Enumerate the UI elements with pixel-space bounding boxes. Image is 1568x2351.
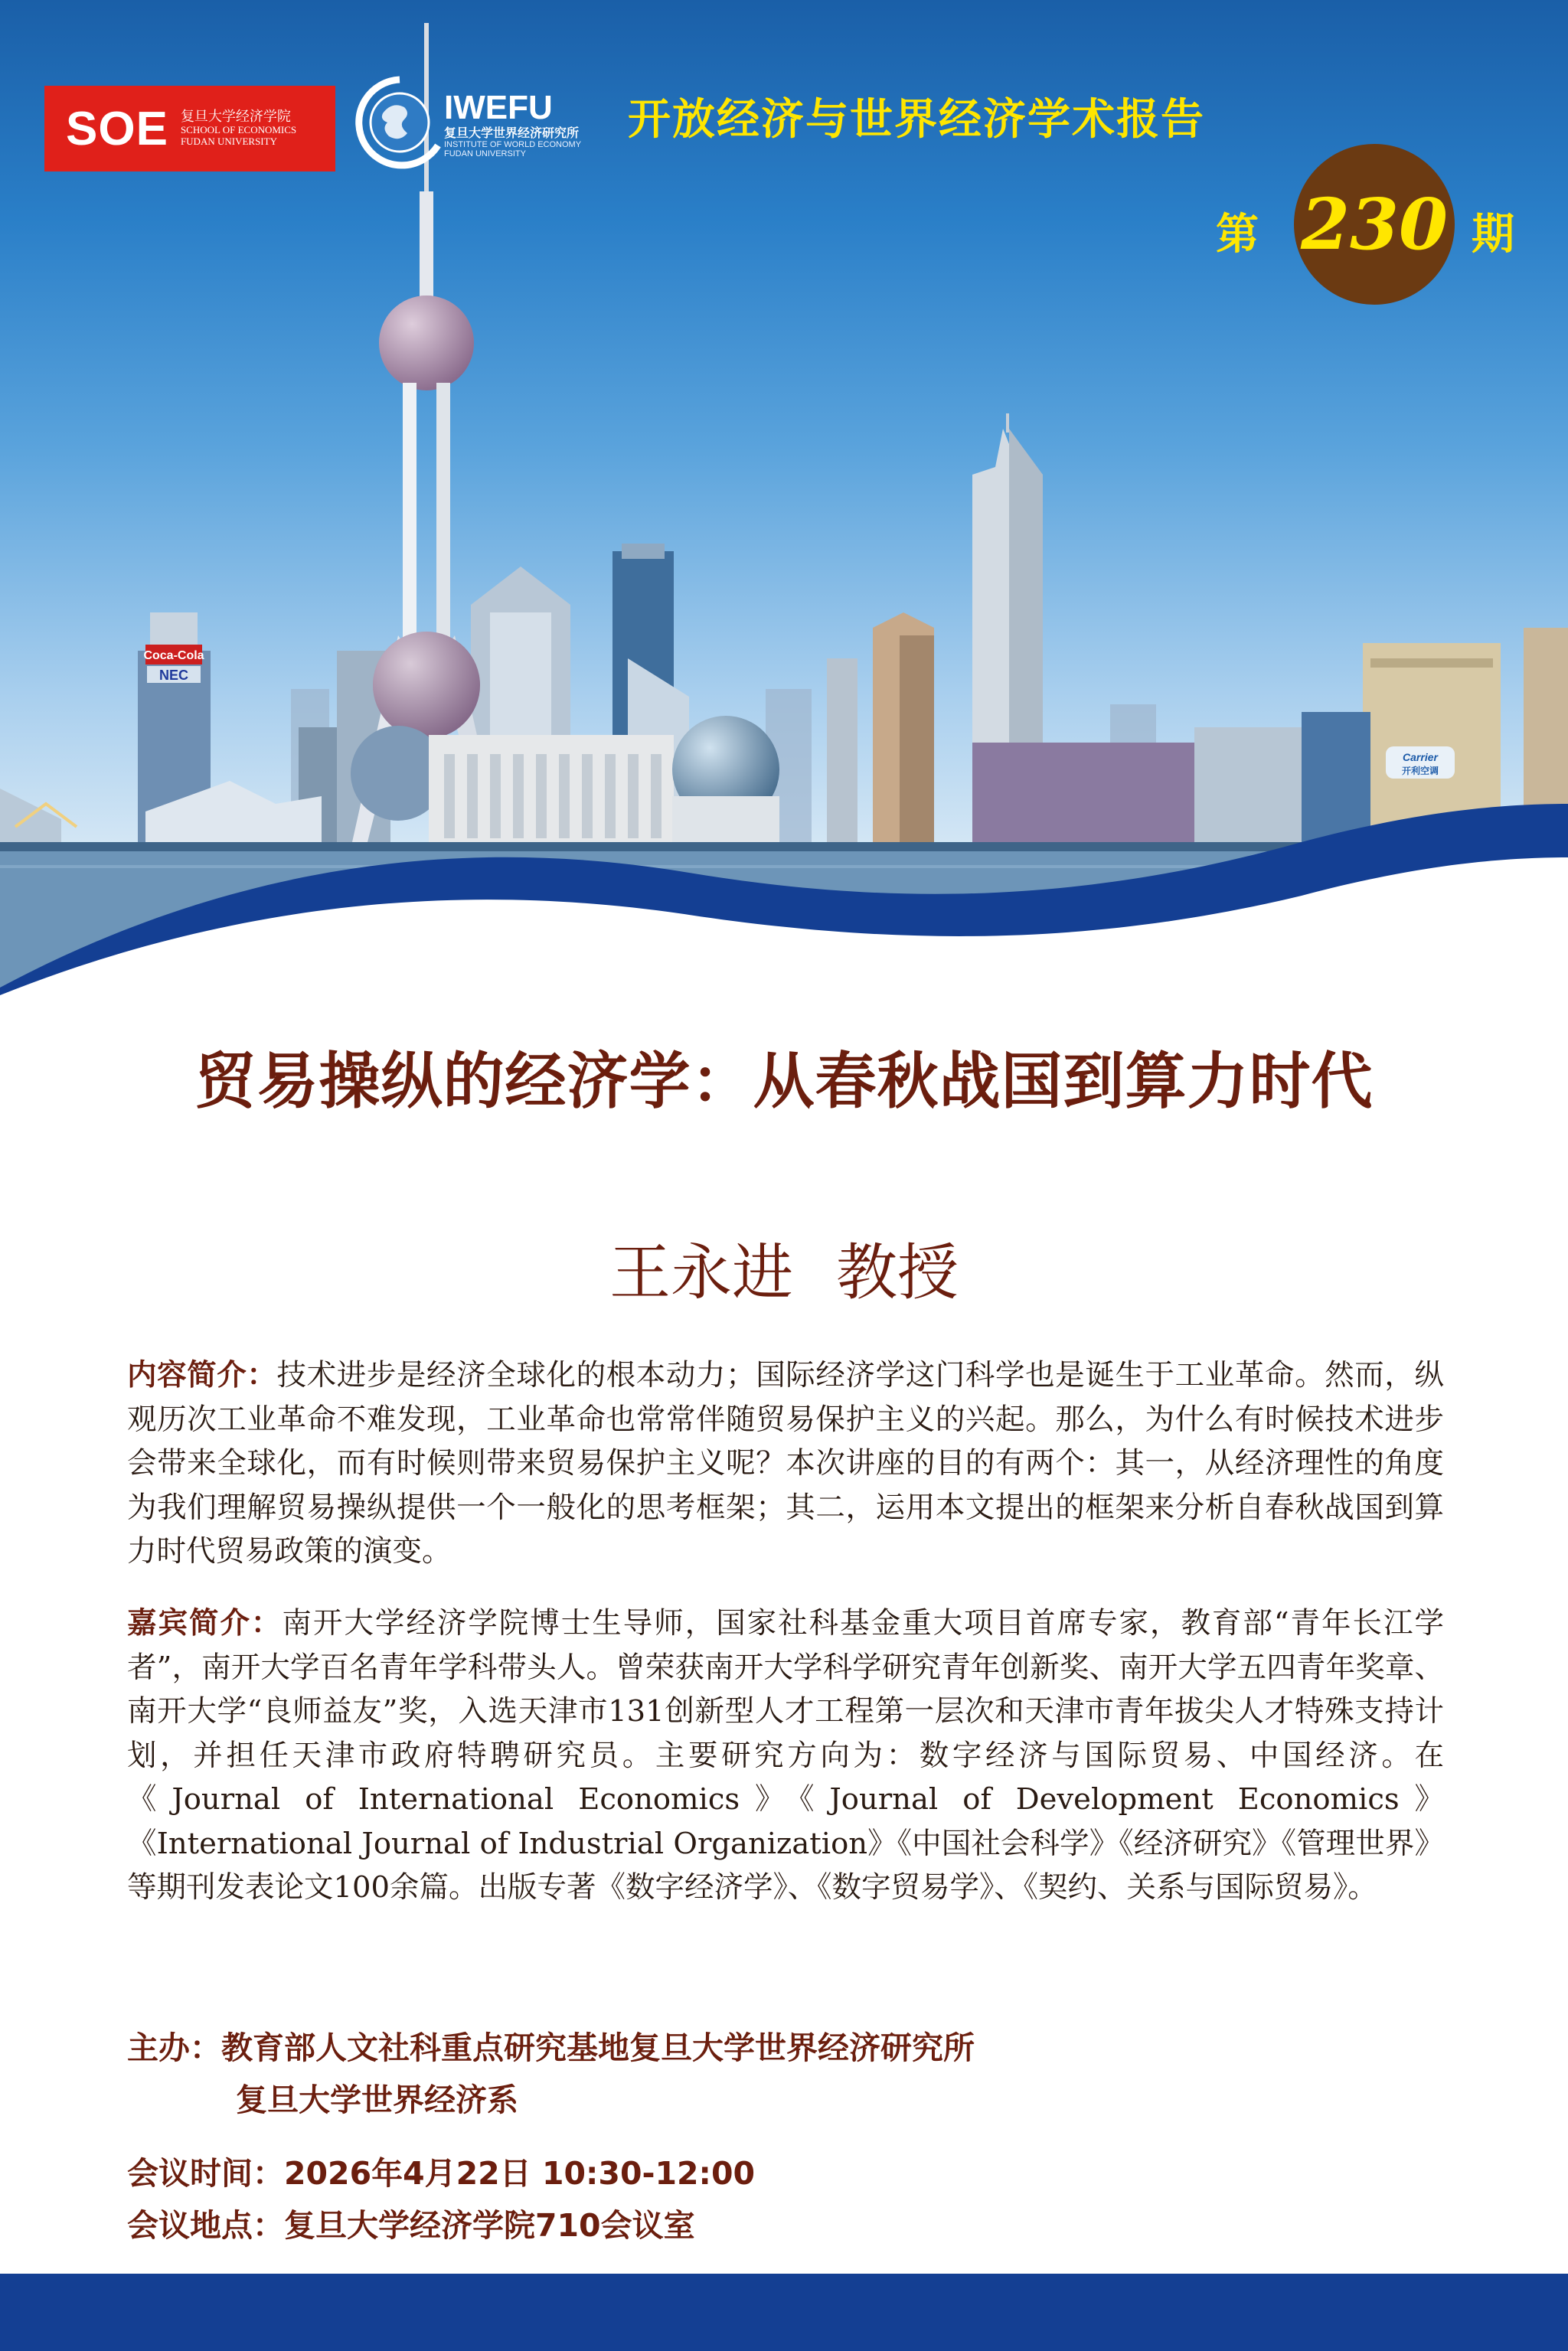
iwefu-logo-text	[444, 89, 581, 159]
host-org-1: 教育部人文社科重点研究基地复旦大学世界经济研究所	[221, 2029, 975, 2066]
issue-number: 230	[1300, 183, 1449, 266]
soe-logo-en-line2: FUDAN UNIVERSITY	[180, 136, 277, 148]
bio-text: 南开大学经济学院博士生导师，国家社科基金重大项目首席专家，教育部“青年长江学者”，南开大学百名青年学科带头人。曾荣获南开大学科学研究青年创新奖、南开大学五四青年奖章、南开大学“良师益友”奖，入选天津市131创新型人才工程第一层次和天津市青年拔尖人才特殊支持计划，并担任天津市政府特聘研究员。主要研究方向为：数字经济与国际贸易、中国经济。在《Journal of International Economics》《Journal of Development Economics》《International Journal of Industrial Organization》《中国社会科学》《经济研究》《管理世界》等期刊发表论文100余篇。出版专著《数字经济学》、《数字贸易学》、《契约、关系与国际贸易》。	[127, 1606, 1444, 1905]
venue-line	[127, 2200, 695, 2245]
speaker-name: 王永进	[609, 1237, 793, 1308]
carrier-sign: Carrier	[1403, 751, 1438, 763]
intro-text: 技术进步是经济全球化的根本动力；国际经济学这门科学也是诞生于工业革命。然而，纵观历次工业革命不难发现，工业革命也常常伴随贸易保护主义的兴起。那么，为什么有时候技术进步会带来全球化，而有时候则带来贸易保护主义呢？本次讲座的目的有两个：其一，从经济理性的角度为我们理解贸易操纵提供一个一般化的思考框架；其二，运用本文提出的框架来分析自春秋战国到算力时代贸易政策的演变。	[127, 1358, 1444, 1569]
bio-label: 嘉宾简介：	[127, 1606, 283, 1641]
host-org-2: 复旦大学世界经济系	[236, 2082, 518, 2118]
issue-suffix: 期	[1472, 210, 1514, 260]
nec-sign: NEC	[158, 668, 189, 683]
iwefu-logo	[354, 69, 583, 176]
soe-logo-cn: 复旦大学经济学院	[180, 108, 291, 125]
footer-band	[0, 2274, 1568, 2351]
host-label: 主办：	[127, 2029, 221, 2066]
iwefu-logo-mark: IWEFU	[444, 89, 553, 126]
globe-icon	[354, 69, 446, 176]
soe-logo-text	[181, 109, 296, 149]
series-title: 开放经济与世界经济学术报告	[628, 95, 1205, 145]
venue-label: 会议地点：	[127, 2207, 284, 2244]
time-line	[127, 2148, 755, 2193]
intro-label: 内容简介：	[127, 1358, 277, 1393]
jinmao-tower	[972, 413, 1043, 766]
soe-logo-en-line1: SCHOOL OF ECONOMICS	[180, 124, 297, 136]
issue-prefix: 第	[1216, 210, 1259, 260]
iwefu-logo-cn: 复旦大学世界经济研究所	[444, 126, 580, 141]
time-label: 会议时间：	[127, 2155, 284, 2192]
time-value: 2026年4月22日 10:30-12:00	[284, 2155, 755, 2192]
speaker	[0, 1223, 1568, 1311]
intro-section	[127, 1353, 1444, 1574]
bio-section	[127, 1602, 1444, 1910]
carrier-cn-sign: 开利空调	[1401, 766, 1439, 776]
header-banner	[0, 0, 1568, 995]
speaker-title: 教授	[836, 1237, 959, 1308]
issue-badge	[1294, 144, 1455, 305]
host-line-1	[127, 2023, 975, 2068]
iwefu-logo-en-line1: INSTITUTE OF WORLD ECONOMY	[444, 140, 582, 150]
cola-sign: Coca-Cola	[143, 649, 204, 662]
venue-value: 复旦大学经济学院710会议室	[284, 2207, 695, 2244]
soe-logo-mark: SOE	[66, 102, 168, 155]
iwefu-logo-en-line2: FUDAN UNIVERSITY	[444, 149, 526, 159]
soe-logo	[44, 86, 335, 171]
talk-title: 贸易操纵的经济学：从春秋战国到算力时代	[194, 1045, 1374, 1117]
